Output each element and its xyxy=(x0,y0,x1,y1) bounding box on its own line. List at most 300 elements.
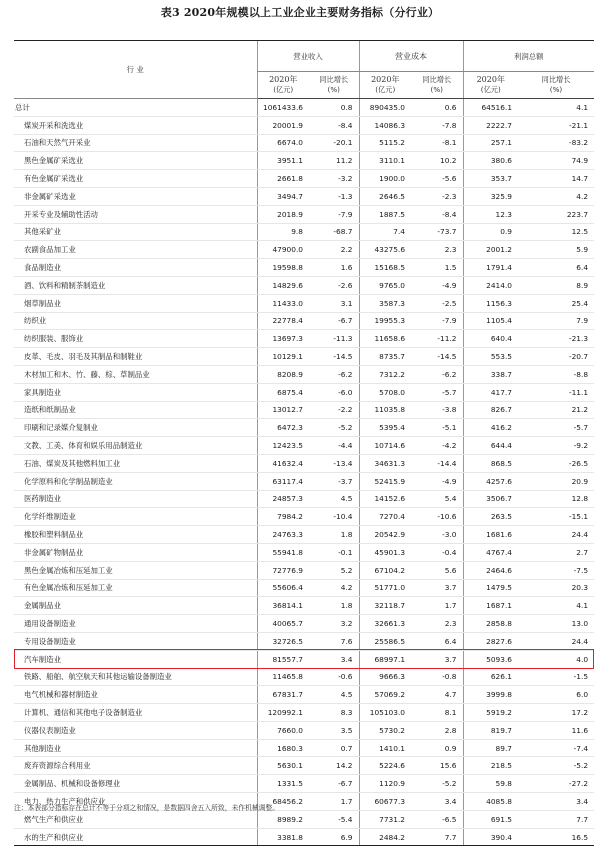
table-row xyxy=(14,134,594,152)
revenue-growth-cell: -6.2 xyxy=(309,365,359,383)
revenue-value-cell: 6674.0 xyxy=(257,134,309,152)
table-row xyxy=(14,686,594,704)
revenue-growth-cell: 1.8 xyxy=(309,526,359,544)
profit-value-cell: 553.5 xyxy=(463,348,518,366)
revenue-value-cell: 7984.2 xyxy=(257,508,309,526)
cost-value-cell: 67104.2 xyxy=(359,561,411,579)
revenue-value-cell: 13012.7 xyxy=(257,401,309,419)
profit-growth-cell: -26.5 xyxy=(518,454,594,472)
cost-growth-cell: 2.8 xyxy=(411,721,463,739)
cost-value-cell: 45901.3 xyxy=(359,543,411,561)
industry-name: 汽车制造业 xyxy=(14,650,257,668)
industry-name: 烟草制品业 xyxy=(14,294,257,312)
table-row xyxy=(14,437,594,455)
profit-growth-cell: 12.8 xyxy=(518,490,594,508)
profit-growth-cell: 5.9 xyxy=(518,241,594,259)
profit-group-header: 利润总额 xyxy=(463,41,594,72)
profit-growth-cell: 223.7 xyxy=(518,205,594,223)
cost-value-cell: 19955.3 xyxy=(359,312,411,330)
revenue-growth-cell: -2.6 xyxy=(309,276,359,294)
cost-value-cell: 14152.6 xyxy=(359,490,411,508)
profit-growth-cell: -83.2 xyxy=(518,134,594,152)
profit-growth-cell: 74.9 xyxy=(518,152,594,170)
revenue-growth-cell: 4.5 xyxy=(309,686,359,704)
revenue-group-header: 营业收入 xyxy=(257,41,359,72)
revenue-growth-cell: -2.2 xyxy=(309,401,359,419)
table-row xyxy=(14,615,594,633)
cost-growth-cell: -6.2 xyxy=(411,365,463,383)
profit-value-cell: 2858.8 xyxy=(463,615,518,633)
profit-growth-cell: -15.1 xyxy=(518,508,594,526)
industry-name: 黑色金属矿采选业 xyxy=(14,152,257,170)
profit-value-cell: 218.5 xyxy=(463,757,518,775)
profit-value-cell: 644.4 xyxy=(463,437,518,455)
table-row xyxy=(14,99,594,117)
cost-growth-cell: -8.4 xyxy=(411,205,463,223)
cost-growth-cell: 3.7 xyxy=(411,579,463,597)
revenue-value-cell: 22778.4 xyxy=(257,312,309,330)
cost-growth-cell: 3.7 xyxy=(411,650,463,668)
revenue-growth-cell: -4.4 xyxy=(309,437,359,455)
cost-growth-cell: 6.4 xyxy=(411,632,463,650)
cost-value-cell: 1120.9 xyxy=(359,775,411,793)
revenue-value-cell: 9.8 xyxy=(257,223,309,241)
cost-value-cell: 2484.2 xyxy=(359,828,411,846)
revenue-growth-cell: -13.4 xyxy=(309,454,359,472)
revenue-value-cell: 11433.0 xyxy=(257,294,309,312)
revenue-growth-cell: 11.2 xyxy=(309,152,359,170)
cost-value-cell: 5115.2 xyxy=(359,134,411,152)
revenue-value-cell: 41632.4 xyxy=(257,454,309,472)
cost-growth-cell: 0.6 xyxy=(411,99,463,117)
table-row-highlighted xyxy=(14,650,594,668)
cost-growth-cell: -7.9 xyxy=(411,312,463,330)
industry-name: 酒、饮料和精制茶制造业 xyxy=(14,276,257,294)
cost-value-cell: 890435.0 xyxy=(359,99,411,117)
table-row xyxy=(14,383,594,401)
profit-growth-cell: -11.1 xyxy=(518,383,594,401)
industry-name: 橡胶和塑料制品业 xyxy=(14,526,257,544)
revenue-value-cell: 19598.8 xyxy=(257,259,309,277)
profit-value-cell: 5093.6 xyxy=(463,650,518,668)
revenue-growth-cell: -6.0 xyxy=(309,383,359,401)
profit-growth-cell: 4.0 xyxy=(518,650,594,668)
profit-value-cell: 691.5 xyxy=(463,810,518,828)
revenue-growth-cell: -14.5 xyxy=(309,348,359,366)
header-row-groups xyxy=(14,41,594,72)
revenue-growth-cell: 3.4 xyxy=(309,650,359,668)
cost-value-cell: 7270.4 xyxy=(359,508,411,526)
revenue-value-cell: 24857.3 xyxy=(257,490,309,508)
cost-growth-cell: -3.8 xyxy=(411,401,463,419)
table-row xyxy=(14,454,594,472)
profit-growth-cell: 7.7 xyxy=(518,810,594,828)
cost-growth-cell: 1.7 xyxy=(411,597,463,615)
profit-value-cell: 3999.8 xyxy=(463,686,518,704)
table-row xyxy=(14,668,594,686)
table-row xyxy=(14,365,594,383)
profit-value-header: 2020年 (亿元) xyxy=(463,72,518,99)
revenue-value-cell: 11465.8 xyxy=(257,668,309,686)
profit-value-cell: 353.7 xyxy=(463,170,518,188)
profit-value-cell: 59.8 xyxy=(463,775,518,793)
cost-growth-cell: -5.7 xyxy=(411,383,463,401)
industry-name: 非金属矿采选业 xyxy=(14,187,257,205)
revenue-growth-cell: 1.6 xyxy=(309,259,359,277)
profit-value-cell: 338.7 xyxy=(463,365,518,383)
industry-name: 纺织服装、服饰业 xyxy=(14,330,257,348)
revenue-growth-cell: 7.6 xyxy=(309,632,359,650)
industry-name: 医药制造业 xyxy=(14,490,257,508)
revenue-growth-cell: -7.9 xyxy=(309,205,359,223)
revenue-growth-cell: -3.2 xyxy=(309,170,359,188)
cost-value-cell: 11658.6 xyxy=(359,330,411,348)
cost-value-cell: 25586.5 xyxy=(359,632,411,650)
profit-value-cell: 1791.4 xyxy=(463,259,518,277)
industry-name: 金属制品、机械和设备修理业 xyxy=(14,775,257,793)
table-row xyxy=(14,312,594,330)
revenue-value-cell: 6875.4 xyxy=(257,383,309,401)
profit-growth-cell: -27.2 xyxy=(518,775,594,793)
revenue-growth-cell: -6.7 xyxy=(309,775,359,793)
cost-value-cell: 14086.3 xyxy=(359,116,411,134)
cost-value-cell: 1887.5 xyxy=(359,205,411,223)
industry-name: 文教、工美、体育和娱乐用品制造业 xyxy=(14,437,257,455)
cost-growth-cell: -2.5 xyxy=(411,294,463,312)
revenue-growth-header: 同比增长 (%) xyxy=(309,72,359,99)
revenue-growth-cell: 3.1 xyxy=(309,294,359,312)
cost-growth-cell: 4.7 xyxy=(411,686,463,704)
profit-value-cell: 417.7 xyxy=(463,383,518,401)
profit-growth-cell: -5.7 xyxy=(518,419,594,437)
industry-name: 专用设备制造业 xyxy=(14,632,257,650)
revenue-value-cell: 81557.7 xyxy=(257,650,309,668)
profit-value-cell: 2001.2 xyxy=(463,241,518,259)
revenue-growth-cell: -11.3 xyxy=(309,330,359,348)
cost-value-cell: 3110.1 xyxy=(359,152,411,170)
revenue-value-cell: 120992.1 xyxy=(257,704,309,722)
industry-header: 行 业 xyxy=(14,41,257,99)
industry-name: 造纸和纸制品业 xyxy=(14,401,257,419)
revenue-value-cell: 47900.0 xyxy=(257,241,309,259)
cost-growth-cell: 8.1 xyxy=(411,704,463,722)
profit-value-cell: 4085.8 xyxy=(463,793,518,811)
revenue-value-cell: 32726.5 xyxy=(257,632,309,650)
table-row xyxy=(14,170,594,188)
profit-growth-cell: 14.7 xyxy=(518,170,594,188)
revenue-growth-cell: -20.1 xyxy=(309,134,359,152)
revenue-value-cell: 72776.9 xyxy=(257,561,309,579)
revenue-value-cell: 2018.9 xyxy=(257,205,309,223)
profit-growth-cell: -21.1 xyxy=(518,116,594,134)
table-row xyxy=(14,810,594,828)
profit-growth-cell: 25.4 xyxy=(518,294,594,312)
cost-value-cell: 3587.3 xyxy=(359,294,411,312)
industry-name: 通用设备制造业 xyxy=(14,615,257,633)
profit-growth-cell: -20.7 xyxy=(518,348,594,366)
cost-growth-cell: -73.7 xyxy=(411,223,463,241)
profit-value-cell: 257.1 xyxy=(463,134,518,152)
table-row xyxy=(14,561,594,579)
table-row xyxy=(14,330,594,348)
profit-growth-cell: 7.9 xyxy=(518,312,594,330)
table-row xyxy=(14,241,594,259)
profit-value-cell: 1105.4 xyxy=(463,312,518,330)
profit-growth-cell: 4.2 xyxy=(518,187,594,205)
cost-value-cell: 60677.3 xyxy=(359,793,411,811)
revenue-growth-cell: -6.7 xyxy=(309,312,359,330)
cost-growth-cell: -14.5 xyxy=(411,348,463,366)
industry-name: 有色金属矿采选业 xyxy=(14,170,257,188)
revenue-growth-cell: 1.7 xyxy=(309,793,359,811)
industry-name: 电力、热力生产和供应业 xyxy=(14,793,257,811)
profit-value-cell: 2414.0 xyxy=(463,276,518,294)
profit-growth-cell: 8.9 xyxy=(518,276,594,294)
cost-value-cell: 5730.2 xyxy=(359,721,411,739)
industry-name: 皮革、毛皮、羽毛及其制品和制鞋业 xyxy=(14,348,257,366)
industry-name: 农副食品加工业 xyxy=(14,241,257,259)
cost-value-cell: 20542.9 xyxy=(359,526,411,544)
cost-value-cell: 1410.1 xyxy=(359,739,411,757)
profit-value-cell: 0.9 xyxy=(463,223,518,241)
table-row xyxy=(14,223,594,241)
table-row xyxy=(14,526,594,544)
cost-growth-cell: 3.4 xyxy=(411,793,463,811)
revenue-growth-cell: 0.7 xyxy=(309,739,359,757)
table-row xyxy=(14,739,594,757)
cost-value-cell: 5395.4 xyxy=(359,419,411,437)
table-row xyxy=(14,348,594,366)
revenue-value-cell: 5630.1 xyxy=(257,757,309,775)
cost-growth-cell: -14.4 xyxy=(411,454,463,472)
profit-growth-cell: -9.2 xyxy=(518,437,594,455)
industry-name: 化学原料和化学制品制造业 xyxy=(14,472,257,490)
cost-group-header: 营业成本 xyxy=(359,41,463,72)
industry-name: 开采专业及辅助性活动 xyxy=(14,205,257,223)
footnote: 注：本表部分指标存在总计不等于分项之和情况，是数据四舍五入所致，未作机械调整。 xyxy=(14,804,280,812)
revenue-value-cell: 6472.3 xyxy=(257,419,309,437)
profit-value-cell: 640.4 xyxy=(463,330,518,348)
industry-name: 印刷和记录媒介复制业 xyxy=(14,419,257,437)
table-row xyxy=(14,508,594,526)
cost-growth-cell: 2.3 xyxy=(411,241,463,259)
cost-value-cell: 34631.3 xyxy=(359,454,411,472)
revenue-value-cell: 24763.3 xyxy=(257,526,309,544)
revenue-growth-cell: -8.4 xyxy=(309,116,359,134)
revenue-value-cell: 2661.8 xyxy=(257,170,309,188)
cost-value-cell: 2646.5 xyxy=(359,187,411,205)
revenue-growth-cell: 4.5 xyxy=(309,490,359,508)
profit-value-cell: 263.5 xyxy=(463,508,518,526)
profit-value-cell: 819.7 xyxy=(463,721,518,739)
profit-growth-cell: 4.1 xyxy=(518,597,594,615)
industry-name: 纺织业 xyxy=(14,312,257,330)
revenue-growth-cell: 3.2 xyxy=(309,615,359,633)
profit-value-cell: 1681.6 xyxy=(463,526,518,544)
industry-name: 铁路、船舶、航空航天和其他运输设备制造业 xyxy=(14,668,257,686)
profit-growth-cell: 16.5 xyxy=(518,828,594,846)
cost-value-cell: 7312.2 xyxy=(359,365,411,383)
cost-value-cell: 9666.3 xyxy=(359,668,411,686)
revenue-growth-cell: -5.4 xyxy=(309,810,359,828)
cost-growth-cell: -11.2 xyxy=(411,330,463,348)
profit-growth-cell: 13.0 xyxy=(518,615,594,633)
revenue-growth-cell: 14.2 xyxy=(309,757,359,775)
table-row xyxy=(14,152,594,170)
cost-growth-cell: -2.3 xyxy=(411,187,463,205)
table-row xyxy=(14,187,594,205)
cost-value-cell: 10714.6 xyxy=(359,437,411,455)
profit-value-cell: 64516.1 xyxy=(463,99,518,117)
profit-growth-cell: 20.3 xyxy=(518,579,594,597)
profit-value-cell: 2827.6 xyxy=(463,632,518,650)
cost-value-cell: 5708.0 xyxy=(359,383,411,401)
cost-value-cell: 5224.6 xyxy=(359,757,411,775)
cost-growth-cell: -7.8 xyxy=(411,116,463,134)
cost-value-cell: 1900.0 xyxy=(359,170,411,188)
cost-growth-cell: -5.1 xyxy=(411,419,463,437)
revenue-value-header: 2020年 (亿元) xyxy=(257,72,309,99)
revenue-value-cell: 40065.7 xyxy=(257,615,309,633)
profit-value-cell: 89.7 xyxy=(463,739,518,757)
revenue-value-cell: 20001.9 xyxy=(257,116,309,134)
cost-value-cell: 51771.0 xyxy=(359,579,411,597)
cost-growth-cell: -10.6 xyxy=(411,508,463,526)
revenue-value-cell: 10129.1 xyxy=(257,348,309,366)
table-row xyxy=(14,276,594,294)
profit-value-cell: 3506.7 xyxy=(463,490,518,508)
revenue-growth-cell: 5.2 xyxy=(309,561,359,579)
cost-value-cell: 15168.5 xyxy=(359,259,411,277)
cost-value-cell: 7.4 xyxy=(359,223,411,241)
revenue-growth-cell: 0.8 xyxy=(309,99,359,117)
table-row xyxy=(14,757,594,775)
revenue-value-cell: 3494.7 xyxy=(257,187,309,205)
industry-name: 水的生产和供应业 xyxy=(14,828,257,846)
cost-growth-cell: -4.9 xyxy=(411,276,463,294)
profit-value-cell: 416.2 xyxy=(463,419,518,437)
cost-growth-cell: -0.4 xyxy=(411,543,463,561)
industry-name: 总计 xyxy=(14,99,257,117)
cost-growth-cell: -5.2 xyxy=(411,775,463,793)
cost-growth-cell: -6.5 xyxy=(411,810,463,828)
revenue-value-cell: 55606.4 xyxy=(257,579,309,597)
table-body xyxy=(14,99,594,846)
cost-value-cell: 11035.8 xyxy=(359,401,411,419)
cost-growth-cell: 15.6 xyxy=(411,757,463,775)
profit-value-cell: 390.4 xyxy=(463,828,518,846)
profit-growth-cell: 3.4 xyxy=(518,793,594,811)
table-row xyxy=(14,116,594,134)
industry-name: 有色金属冶炼和压延加工业 xyxy=(14,579,257,597)
revenue-value-cell: 1061433.6 xyxy=(257,99,309,117)
cost-value-header: 2020年 (亿元) xyxy=(359,72,411,99)
revenue-value-cell: 36814.1 xyxy=(257,597,309,615)
profit-value-cell: 1687.1 xyxy=(463,597,518,615)
revenue-value-cell: 8989.2 xyxy=(257,810,309,828)
profit-growth-cell: 2.7 xyxy=(518,543,594,561)
profit-growth-cell: 6.0 xyxy=(518,686,594,704)
revenue-growth-cell: 2.2 xyxy=(309,241,359,259)
revenue-value-cell: 67831.7 xyxy=(257,686,309,704)
table-row xyxy=(14,401,594,419)
industry-name: 其他采矿业 xyxy=(14,223,257,241)
industry-name: 化学纤维制造业 xyxy=(14,508,257,526)
profit-growth-cell: -8.8 xyxy=(518,365,594,383)
table-row xyxy=(14,294,594,312)
industry-name: 计算机、通信和其他电子设备制造业 xyxy=(14,704,257,722)
table-row xyxy=(14,597,594,615)
profit-growth-cell: 24.4 xyxy=(518,526,594,544)
profit-growth-cell: -1.5 xyxy=(518,668,594,686)
revenue-value-cell: 12423.5 xyxy=(257,437,309,455)
profit-growth-cell: -5.2 xyxy=(518,757,594,775)
cost-growth-cell: 2.3 xyxy=(411,615,463,633)
profit-growth-cell: 6.4 xyxy=(518,259,594,277)
cost-value-cell: 57069.2 xyxy=(359,686,411,704)
revenue-value-cell: 1331.5 xyxy=(257,775,309,793)
revenue-value-cell: 3381.8 xyxy=(257,828,309,846)
profit-growth-cell: 4.1 xyxy=(518,99,594,117)
cost-value-cell: 52415.9 xyxy=(359,472,411,490)
cost-value-cell: 32118.7 xyxy=(359,597,411,615)
profit-value-cell: 4767.4 xyxy=(463,543,518,561)
financial-indicators-table xyxy=(14,40,594,846)
industry-name: 家具制造业 xyxy=(14,383,257,401)
revenue-growth-cell: -5.2 xyxy=(309,419,359,437)
profit-value-cell: 325.9 xyxy=(463,187,518,205)
profit-value-cell: 380.6 xyxy=(463,152,518,170)
revenue-growth-cell: -68.7 xyxy=(309,223,359,241)
industry-name: 其他制造业 xyxy=(14,739,257,757)
revenue-value-cell: 55941.8 xyxy=(257,543,309,561)
cost-growth-cell: -0.8 xyxy=(411,668,463,686)
industry-name: 仪器仪表制造业 xyxy=(14,721,257,739)
cost-value-cell: 32661.3 xyxy=(359,615,411,633)
revenue-growth-cell: 4.2 xyxy=(309,579,359,597)
revenue-growth-cell: -1.3 xyxy=(309,187,359,205)
page-title: 表3 2020年规模以上工业企业主要财务指标（分行业） xyxy=(160,6,440,19)
table-row xyxy=(14,490,594,508)
revenue-growth-cell: -3.7 xyxy=(309,472,359,490)
industry-name: 煤炭开采和洗选业 xyxy=(14,116,257,134)
cost-growth-cell: -4.2 xyxy=(411,437,463,455)
profit-growth-cell: 20.9 xyxy=(518,472,594,490)
profit-value-cell: 1156.3 xyxy=(463,294,518,312)
revenue-value-cell: 13697.3 xyxy=(257,330,309,348)
cost-value-cell: 105103.0 xyxy=(359,704,411,722)
profit-growth-cell: 21.2 xyxy=(518,401,594,419)
profit-growth-cell: 11.6 xyxy=(518,721,594,739)
cost-growth-cell: -4.9 xyxy=(411,472,463,490)
revenue-value-cell: 63117.4 xyxy=(257,472,309,490)
revenue-value-cell: 3951.1 xyxy=(257,152,309,170)
revenue-growth-cell: -0.6 xyxy=(309,668,359,686)
table-row xyxy=(14,828,594,846)
profit-value-cell: 826.7 xyxy=(463,401,518,419)
revenue-value-cell: 8208.9 xyxy=(257,365,309,383)
cost-value-cell: 9765.0 xyxy=(359,276,411,294)
industry-name: 石油、煤炭及其他燃料加工业 xyxy=(14,454,257,472)
industry-name: 黑色金属冶炼和压延加工业 xyxy=(14,561,257,579)
revenue-value-cell: 1680.3 xyxy=(257,739,309,757)
profit-growth-header: 同比增长 (%) xyxy=(518,72,594,99)
revenue-value-cell: 68456.2 xyxy=(257,793,309,811)
profit-value-cell: 626.1 xyxy=(463,668,518,686)
table-row xyxy=(14,579,594,597)
industry-name: 金属制品业 xyxy=(14,597,257,615)
profit-value-cell: 4257.6 xyxy=(463,472,518,490)
